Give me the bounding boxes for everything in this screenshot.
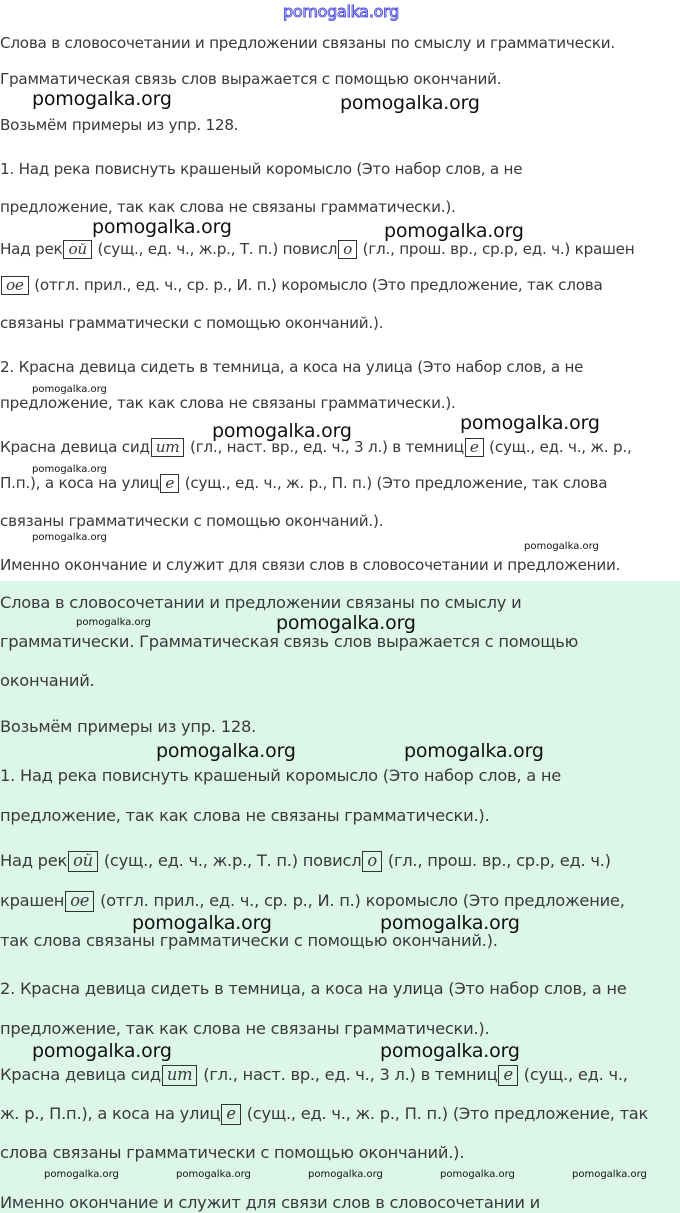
example-line bbox=[0, 240, 634, 259]
site-watermark-top: pomogalka.org bbox=[283, 2, 399, 21]
watermark: pomogalka.org bbox=[384, 220, 524, 242]
watermark: pomogalka.org bbox=[32, 532, 107, 543]
watermark: pomogalka.org bbox=[572, 1169, 647, 1180]
ending-box: ой bbox=[68, 851, 98, 872]
ending-box: о bbox=[362, 851, 382, 872]
text-fragment: (сущ., ед. ч., ж. р., bbox=[484, 438, 632, 456]
example-line bbox=[0, 1065, 628, 1086]
text-line: связаны грамматически с помощью окончаний.). bbox=[0, 512, 384, 530]
answer-section-2 bbox=[0, 581, 680, 1213]
ending-box: ое bbox=[65, 891, 94, 912]
watermark: pomogalka.org bbox=[340, 92, 480, 114]
text-line: предложение, так как слова не связаны грамматически.). bbox=[0, 198, 456, 216]
ending-box: ое bbox=[1, 276, 29, 295]
watermark: pomogalka.org bbox=[32, 1040, 172, 1062]
text-line: Возьмём примеры из упр. 128. bbox=[0, 717, 256, 736]
example-line bbox=[0, 474, 607, 493]
ending-box: ой bbox=[63, 240, 91, 259]
watermark: pomogalka.org bbox=[32, 464, 107, 475]
text-fragment: (отгл. прил., ед. ч., ср. р., И. п.) коромысло (Это предложение, так слова bbox=[29, 276, 603, 294]
text-fragment: Красна девица сид bbox=[0, 438, 150, 456]
watermark: pomogalka.org bbox=[380, 912, 520, 934]
text-line: 1. Над река повиснуть крашеный коромысло (Это набор слов, а не bbox=[0, 766, 562, 785]
text-fragment: П.п.), а коса на улиц bbox=[0, 474, 160, 492]
text-line: Именно окончание и служит для связи слов в словосочетании и предложении. bbox=[0, 556, 621, 574]
text-fragment: (гл., прош. вр., ср.р, ед. ч.) крашен bbox=[358, 240, 635, 258]
text-fragment: (сущ., ед. ч., ж. р., П. п.) (Это предложение, так bbox=[241, 1104, 649, 1123]
watermark: pomogalka.org bbox=[44, 1169, 119, 1180]
text-line: 2. Красна девица сидеть в темница, а коса на улица (Это набор слов, а не bbox=[0, 358, 584, 376]
text-fragment: Красна девица сид bbox=[0, 1065, 161, 1084]
watermark: pomogalka.org bbox=[524, 541, 599, 552]
ending-box: е bbox=[160, 474, 179, 493]
text-line: 2. Красна девица сидеть в темница, а коса на улица (Это набор слов, а не bbox=[0, 979, 627, 998]
text-line: так слова связаны грамматически с помощью окончаний.). bbox=[0, 931, 498, 950]
watermark: pomogalka.org bbox=[32, 384, 107, 395]
ending-box: е bbox=[221, 1104, 240, 1125]
text-line: предложение, так как слова не связаны грамматически.). bbox=[0, 1019, 490, 1038]
ending-box: о bbox=[338, 240, 357, 259]
watermark: pomogalka.org bbox=[76, 617, 151, 628]
ending-box: ит bbox=[162, 1065, 197, 1086]
example-line bbox=[0, 851, 611, 872]
watermark: pomogalka.org bbox=[32, 88, 172, 110]
example-line bbox=[0, 276, 603, 295]
ending-box: е bbox=[465, 438, 484, 457]
text-line: грамматически. Грамматическая связь слов выражается с помощью bbox=[0, 632, 579, 651]
text-line: окончаний. bbox=[0, 671, 95, 690]
watermark: pomogalka.org bbox=[440, 1169, 515, 1180]
watermark: pomogalka.org bbox=[92, 216, 232, 238]
text-fragment: Над рек bbox=[0, 851, 68, 870]
text-fragment: (сущ., ед. ч., bbox=[518, 1065, 628, 1084]
watermark: pomogalka.org bbox=[132, 912, 272, 934]
text-line: предложение, так как слова не связаны грамматически.). bbox=[0, 394, 456, 412]
text-line: Слова в словосочетании и предложении связаны по смыслу и грамматически. bbox=[0, 34, 615, 52]
text-fragment: (сущ., ед. ч., ж.р., Т. п.) повисл bbox=[92, 240, 338, 258]
text-line: Слова в словосочетании и предложении связаны по смыслу и bbox=[0, 593, 522, 612]
text-line: Грамматическая связь слов выражается с помощью окончаний. bbox=[0, 70, 502, 88]
text-fragment: (сущ., ед. ч., ж.р., Т. п.) повисл bbox=[98, 851, 362, 870]
watermark: pomogalka.org bbox=[380, 1040, 520, 1062]
text-fragment: (гл., наст. вр., ед. ч., 3 л.) в темниц bbox=[185, 438, 464, 456]
text-fragment: (сущ., ед. ч., ж. р., П. п.) (Это предложение, так слова bbox=[180, 474, 608, 492]
text-fragment: Над рек bbox=[0, 240, 63, 258]
example-line bbox=[0, 891, 625, 912]
text-line: 1. Над река повиснуть крашеный коромысло (Это набор слов, а не bbox=[0, 160, 523, 178]
watermark: pomogalka.org bbox=[276, 612, 416, 634]
ending-box: ит bbox=[151, 438, 185, 457]
ending-box: е bbox=[498, 1065, 517, 1086]
text-line: слова связаны грамматически с помощью окончаний.). bbox=[0, 1143, 465, 1162]
watermark: pomogalka.org bbox=[460, 412, 600, 434]
text-line: предложение, так как слова не связаны грамматически.). bbox=[0, 806, 490, 825]
text-fragment: (гл., наст. вр., ед. ч., 3 л.) в темниц bbox=[198, 1065, 498, 1084]
text-line: Именно окончание и служит для связи слов в словосочетании и bbox=[0, 1193, 540, 1212]
watermark: pomogalka.org bbox=[308, 1169, 383, 1180]
text-line: Возьмём примеры из упр. 128. bbox=[0, 116, 239, 134]
text-fragment: (отгл. прил., ед. ч., ср. р., И. п.) коромысло (Это предложение, bbox=[95, 891, 625, 910]
text-fragment: крашен bbox=[0, 891, 65, 910]
text-fragment: ж. р., П.п.), а коса на улиц bbox=[0, 1104, 221, 1123]
example-line bbox=[0, 1104, 648, 1125]
watermark: pomogalka.org bbox=[156, 740, 296, 762]
watermark: pomogalka.org bbox=[176, 1169, 251, 1180]
watermark: pomogalka.org bbox=[212, 420, 352, 442]
text-fragment: (гл., прош. вр., ср.р, ед. ч.) bbox=[382, 851, 611, 870]
watermark: pomogalka.org bbox=[404, 740, 544, 762]
text-line: связаны грамматически с помощью окончаний.). bbox=[0, 314, 384, 332]
